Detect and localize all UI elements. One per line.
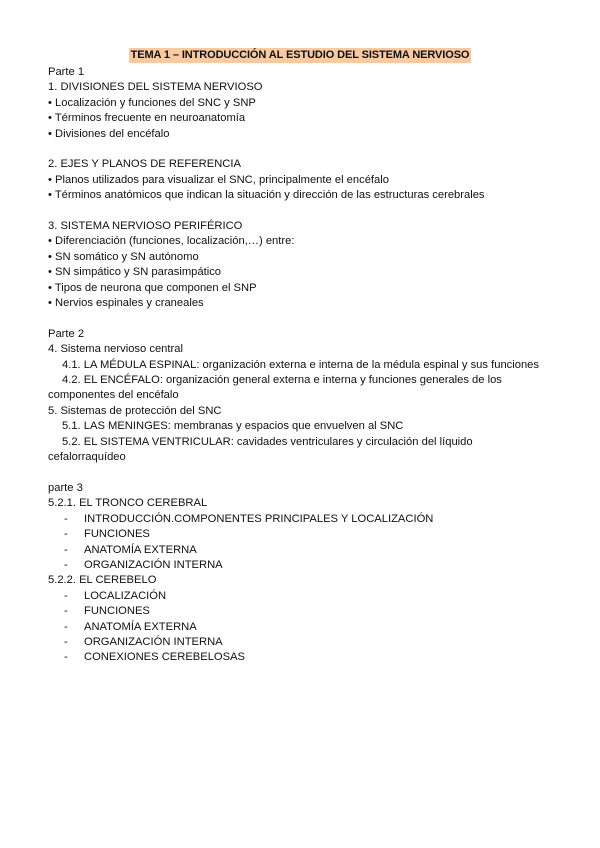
subsection-text: membranas y espacios que envuelven al SNC xyxy=(170,420,404,433)
list-item xyxy=(48,589,548,604)
section-1-heading: 1. DIVISIONES DEL SISTEMA NERVIOSO xyxy=(48,81,263,94)
list-item: • SN somático y SN autónomo xyxy=(48,250,199,263)
subsection-5-2 xyxy=(48,435,548,466)
document-title: TEMA 1 – INTRODUCCIÓN AL ESTUDIO DEL SISTEMA NERVIOSO xyxy=(130,49,470,61)
list-item-text: ORGANIZACIÓN INTERNA xyxy=(84,635,223,648)
list-item-text: LOCALIZACIÓN xyxy=(84,589,167,602)
list-item xyxy=(48,650,548,665)
document-body xyxy=(48,65,548,666)
list-item xyxy=(48,512,548,527)
parte-1-label: Parte 1 xyxy=(48,66,85,78)
list-item-text: ORGANIZACIÓN INTERNA xyxy=(84,558,223,571)
subsection-label: 4.1. LA MÉDULA ESPINAL: xyxy=(62,358,200,371)
section-4-heading: 4. Sistema nervioso central xyxy=(48,343,183,356)
dash-bullet: - xyxy=(64,543,68,556)
list-item xyxy=(48,543,548,558)
section-5-heading: 5. Sistemas de protección del SNC xyxy=(48,404,222,417)
list-item xyxy=(48,620,548,635)
subsection-4-2 xyxy=(48,373,548,404)
parte-3-label: parte 3 xyxy=(48,481,83,494)
dash-bullet: - xyxy=(64,605,68,618)
list-item: • Nervios espinales y craneales xyxy=(48,297,204,310)
list-item: • Términos frecuente en neuroanatomía xyxy=(48,112,246,125)
dash-bullet: - xyxy=(64,635,68,648)
section-5-2-1-heading: 5.2.1. EL TRONCO CEREBRAL xyxy=(48,497,208,510)
section-3-heading: 3. SISTEMA NERVIOSO PERIFÉRICO xyxy=(48,220,243,233)
list-item xyxy=(48,527,548,542)
list-item-text: CONEXIONES CEREBELOSAS xyxy=(84,651,246,664)
list-item: • Localización y funciones del SNC y SNP xyxy=(48,96,256,109)
list-item-text: FUNCIONES xyxy=(84,605,150,618)
list-item: • Tipos de neurona que componen el SNP xyxy=(48,281,257,294)
subsection-text: organización general externa e interna y funciones generales de los componentes del encéfalo xyxy=(48,374,502,402)
dash-bullet: - xyxy=(64,512,68,525)
dash-bullet: - xyxy=(64,651,68,664)
subsection-label: 5.2. EL SISTEMA VENTRICULAR: xyxy=(62,435,234,448)
dash-bullet: - xyxy=(64,528,68,541)
list-item: • Divisiones del encéfalo xyxy=(48,127,170,140)
list-item-text: FUNCIONES xyxy=(84,528,150,541)
subsection-label: 5.1. LAS MENINGES: xyxy=(62,420,171,433)
section-5-2-2-heading: 5.2.2. EL CEREBELO xyxy=(48,574,157,587)
subsection-4-1 xyxy=(48,358,548,373)
subsection-label: 4.2. EL ENCÉFALO: xyxy=(62,374,163,387)
dash-bullet: - xyxy=(64,589,68,602)
list-item xyxy=(48,558,548,573)
list-item: • Términos anatómicos que indican la situación y dirección de las estructuras cerebrales xyxy=(48,189,485,202)
list-item-text: ANATOMÍA EXTERNA xyxy=(84,620,197,633)
subsection-5-1 xyxy=(48,419,548,434)
parte-2-label: Parte 2 xyxy=(48,327,85,340)
list-item xyxy=(48,604,548,619)
subsection-text: cavidades ventriculares y circulación del líquido cefalorraquídeo xyxy=(48,435,473,464)
section-2-heading: 2. EJES Y PLANOS DE REFERENCIA xyxy=(48,158,241,171)
dash-bullet: - xyxy=(64,620,68,633)
list-item-text: INTRODUCCIÓN.COMPONENTES PRINCIPALES Y LOCALIZACIÓN xyxy=(84,512,434,525)
list-item-text: ANATOMÍA EXTERNA xyxy=(84,543,197,556)
dash-bullet: - xyxy=(64,558,68,571)
list-item: • Diferenciación (funciones, localización,…) entre: xyxy=(48,235,295,248)
list-item xyxy=(48,635,548,650)
subsection-text: organización externa e interna de la médula espinal y sus funciones xyxy=(199,358,540,371)
list-item: • Planos utilizados para visualizar el SNC, principalmente el encéfalo xyxy=(48,173,389,186)
list-item: • SN simpático y SN parasimpático xyxy=(48,266,222,279)
